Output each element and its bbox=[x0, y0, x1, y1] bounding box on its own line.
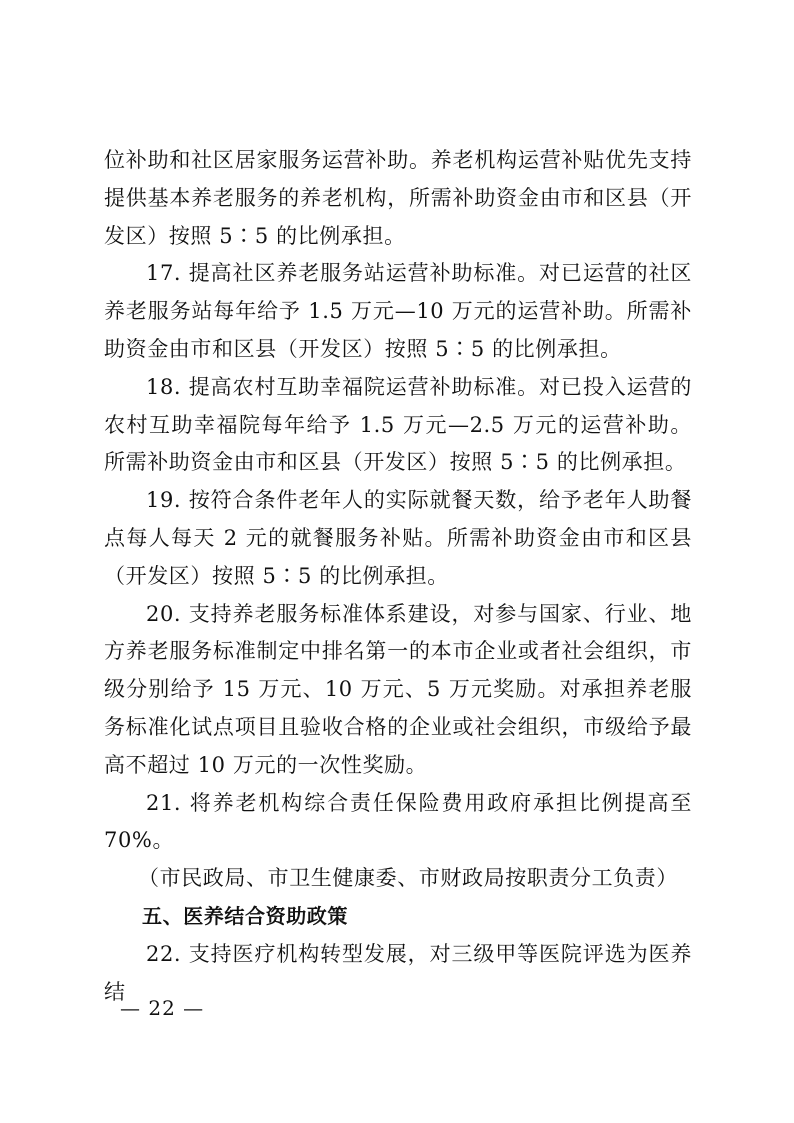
paragraph-item-17: 17. 提高社区养老服务站运营补助标准。对已运营的社区养老服务站每年给予 1.5 万元—10 万元的运营补助。所需补助资金由市和区县（开发区）按照 5∶5 的比例承担。 bbox=[104, 261, 692, 361]
paragraph-item-22: 22. 支持医疗机构转型发展，对三级甲等医院评选为医养结 bbox=[104, 941, 692, 1004]
responsibility-note: （市民政局、市卫生健康委、市财政局按职责分工负责） bbox=[138, 866, 678, 891]
paragraph-item-20: 20. 支持养老服务标准体系建设，对参与国家、行业、地方养老服务标准制定中排名第一的本市企业或者社会组织，市级分别给予 15 万元、10 万元、5 万元奖励。对承担养老服务标准化试点项目且验收合格的企业或社会组织，市级给予最高不超过 10 万元的一次性奖励。 bbox=[104, 601, 692, 777]
paragraph-item-18: 18. 提高农村互助幸福院运营补助标准。对已投入运营的农村互助幸福院每年给予 1.5 万元—2.5 万元的运营补助。所需补助资金由市和区县（开发区）按照 5∶5 的比例承担。 bbox=[104, 374, 692, 475]
paragraph-continuation: 位补助和社区居家服务运营补助。养老机构运营补贴优先支持提供基本养老服务的养老机构，所需补助资金由市和区县（开发区）按照 5∶5 的比例承担。 bbox=[104, 148, 692, 248]
paragraph-item-21: 21. 将养老机构综合责任保险费用政府承担比例提高至 70%。 bbox=[104, 790, 692, 853]
paragraph-item-19: 19. 按符合条件老年人的实际就餐天数，给予老年人助餐点每人每天 2 元的就餐服务补贴。所需补助资金由市和区县（开发区）按照 5∶5 的比例承担。 bbox=[104, 488, 692, 588]
page-number: — 22 — bbox=[120, 996, 205, 1020]
section-heading: 五、医养结合资助政策 bbox=[142, 903, 348, 928]
document-body bbox=[104, 142, 692, 1011]
